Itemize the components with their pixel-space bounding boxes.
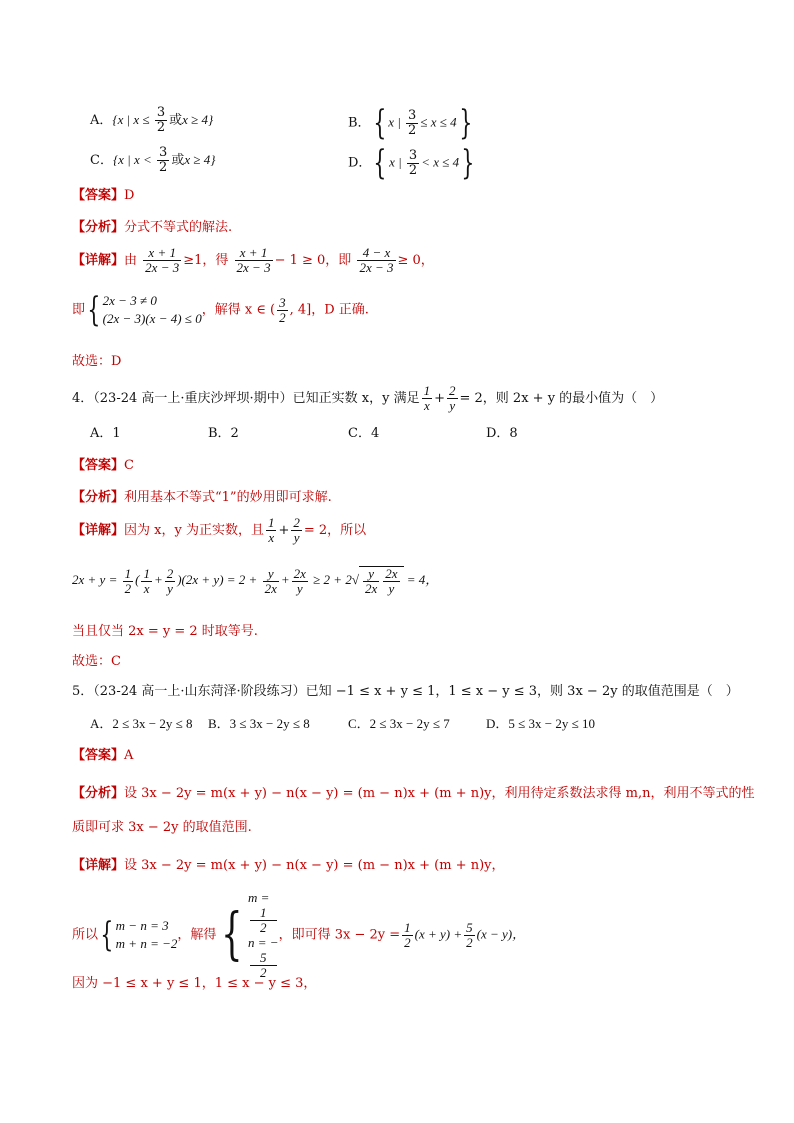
detail-text: = 2，所以 <box>303 523 367 538</box>
q4-stem <box>72 384 663 418</box>
denominator: y <box>388 581 395 596</box>
fraction <box>263 567 279 596</box>
system-row: m − n = 3 <box>115 918 169 933</box>
eq-part: )(2x + y) = 2 + <box>177 571 258 587</box>
q3-option-b <box>348 103 474 143</box>
numerator: 1 <box>250 906 277 921</box>
fraction <box>157 146 169 175</box>
left-brace: { <box>87 290 101 330</box>
eq-part: + <box>280 571 290 587</box>
denominator: 2 <box>279 309 286 325</box>
q3-options-row2 <box>90 143 710 183</box>
numerator: 3 <box>159 145 168 160</box>
q5-option-d: D．5 ≤ 3x − 2y ≤ 10 <box>486 716 595 731</box>
q3-detail-line2 <box>72 292 369 336</box>
right-brace: } <box>461 143 475 183</box>
answer-tag: 【答案】 <box>72 188 125 203</box>
fraction <box>291 516 302 545</box>
denominator: 2 <box>408 122 417 138</box>
q5-option-b: B．3 ≤ 3x − 2y ≤ 8 <box>208 716 310 731</box>
denominator: 2x − 3 <box>145 260 180 275</box>
analysis-text: 质即可求 3x − 2y 的取值范围. <box>72 820 252 835</box>
denominator: 2 <box>260 965 267 980</box>
fraction <box>165 567 176 596</box>
q4-option-c: C．4 <box>348 426 380 441</box>
answer-tag: 【答案】 <box>72 748 125 763</box>
denominator: 2 <box>124 580 132 596</box>
fraction <box>357 246 395 275</box>
solution-row <box>248 890 279 935</box>
option-math: x ≥ 4} <box>184 152 216 167</box>
detail-text: 设 3x − 2y = m(x + y) − n(x − y) = (m − n)x + (m + n)y， <box>124 858 505 873</box>
detail-tag: 【详解】 <box>72 858 125 873</box>
analysis-tag: 【分析】 <box>72 220 125 235</box>
q4-option-b: B．2 <box>208 426 239 441</box>
denominator: 2 <box>466 934 473 950</box>
q3-answer <box>72 186 134 206</box>
fraction <box>363 567 379 596</box>
fraction <box>407 149 419 178</box>
denominator: y <box>167 580 173 596</box>
detail-text: ，即可得 3x − 2y = <box>278 927 401 943</box>
option-math: x | <box>389 154 405 170</box>
numerator: 5 <box>250 951 277 966</box>
q3-option-c <box>90 146 215 175</box>
q5-answer <box>72 746 133 766</box>
numerator: 4 − x <box>357 246 395 261</box>
option-math: {x | x ≤ <box>112 112 153 127</box>
fraction <box>123 567 134 596</box>
eq-part: ≥ 2 + 2√ <box>313 571 359 587</box>
fraction <box>383 567 399 596</box>
denominator: 2x <box>264 580 277 596</box>
denominator: y <box>449 398 456 413</box>
fraction <box>464 921 475 950</box>
q4-equation <box>72 566 438 602</box>
numerator: 3 <box>408 107 417 123</box>
q3-analysis <box>72 218 232 238</box>
equation-system <box>116 917 178 953</box>
detail-tag: 【详解】 <box>72 253 125 268</box>
detail-text: D 正确. <box>324 302 369 318</box>
denominator: 2 <box>260 920 267 935</box>
denominator: 2 <box>404 934 411 950</box>
fraction <box>402 921 413 950</box>
q5-detail-line1 <box>72 856 504 876</box>
or-text: 或 <box>169 113 183 128</box>
numerator: 3 <box>408 147 418 163</box>
q4-options <box>90 424 710 444</box>
answer-value: D <box>124 188 135 203</box>
denominator: 2 <box>156 120 166 135</box>
numerator: 3 <box>156 105 166 120</box>
detail-text: , 4]， <box>289 302 325 318</box>
detail-text: ，解得 x ∈ ( <box>201 302 276 318</box>
left-brace: { <box>100 915 114 955</box>
option-math: {x | x < <box>112 152 156 167</box>
q4-analysis <box>72 488 332 508</box>
denominator: y <box>293 530 300 545</box>
choose-text: 故选：C <box>72 654 121 669</box>
q5-stem <box>72 682 739 702</box>
system-row: (2x − 3)(x − 4) ≤ 0 <box>102 311 202 326</box>
numerator: 1 <box>143 565 150 581</box>
option-math: x ≥ 4} <box>182 112 214 127</box>
q3-option-a <box>90 106 213 135</box>
q3-option-d <box>348 143 477 183</box>
fraction <box>406 109 418 138</box>
q3-choose <box>72 352 121 372</box>
numerator: x + 1 <box>235 246 273 261</box>
answer-tag: 【答案】 <box>72 458 125 473</box>
sol-text: n = − <box>248 935 279 950</box>
denominator: x <box>268 530 275 545</box>
system-row: 2x − 3 ≠ 0 <box>102 293 157 308</box>
note-text: 当且仅当 2x = y = 2 时取等号. <box>72 624 258 639</box>
denominator: x <box>423 398 430 413</box>
q4-answer <box>72 456 134 476</box>
option-label: B． <box>348 115 371 131</box>
detail-text: 即 <box>72 302 86 318</box>
q4-option-a: A．1 <box>90 426 121 441</box>
q3-detail-line1 <box>72 246 434 280</box>
or-text: 或 <box>171 153 185 168</box>
detail-text: 因为 x，y 为正实数，且 <box>124 523 264 538</box>
fraction <box>155 106 167 135</box>
numerator: 2x <box>293 565 306 581</box>
detail-text: ，解得 <box>177 927 217 943</box>
analysis-tag: 【分析】 <box>72 490 125 505</box>
analysis-text: 设 3x − 2y = m(x + y) − n(x − y) = (m − n)x + (m + n)y，利用待定系数法求得 m,n，利用不等式的性 <box>124 786 755 801</box>
option-label: C． <box>90 153 113 168</box>
numerator: 1 <box>124 565 132 581</box>
question-stem: 4．（23-24 高一上·重庆沙坪坝·期中）已知正实数 x，y 满足 <box>72 391 420 406</box>
fraction <box>266 516 277 545</box>
denominator: x <box>143 580 150 596</box>
detail-text: 所以 <box>72 927 99 943</box>
q4-detail-line1 <box>72 516 366 550</box>
square-root <box>359 566 404 596</box>
analysis-text: 分式不等式的解法. <box>124 220 233 235</box>
detail-text: 因为 −1 ≤ x + y ≤ 1，1 ≤ x − y ≤ 3， <box>72 976 317 991</box>
denominator: 2 <box>159 160 168 175</box>
analysis-tag: 【分析】 <box>72 786 125 801</box>
fraction <box>447 384 458 413</box>
plus-sign: + <box>434 391 445 406</box>
denominator: y <box>296 580 303 596</box>
solution-system <box>248 890 279 980</box>
option-math: ≤ x ≤ 4 <box>420 114 457 130</box>
eq-part: + <box>153 571 163 587</box>
fraction <box>422 384 433 413</box>
numerator: 2 <box>449 383 456 398</box>
q5-detail-line2 <box>72 890 526 980</box>
numerator: y <box>263 567 279 582</box>
eq-part: 2x + y = <box>72 571 118 587</box>
eq-part: (x − y)， <box>476 926 526 942</box>
detail-text: 由 <box>124 253 138 268</box>
numerator: y <box>363 567 379 582</box>
choose-text: 故选：D <box>72 354 122 369</box>
fraction <box>250 906 277 935</box>
q3-options-row1 <box>90 103 710 143</box>
fraction <box>235 246 273 275</box>
option-math: x | <box>388 114 405 130</box>
left-brace: { <box>372 103 386 143</box>
q4-equality-note <box>72 622 258 642</box>
numerator: 5 <box>466 919 473 935</box>
option-math: < x ≤ 4 <box>421 154 460 170</box>
q5-option-c: C．2 ≤ 3x − 2y ≤ 7 <box>348 716 450 731</box>
eq-part: (x + y) + <box>414 926 463 942</box>
question-stem: = 2，则 2x + y 的最小值为（ ） <box>459 391 664 406</box>
numerator: 1 <box>267 515 275 530</box>
detail-text: ≥1，得 <box>183 253 229 268</box>
numerator: 2x <box>385 566 398 581</box>
q4-option-d: D．8 <box>486 426 518 441</box>
q5-options <box>90 714 710 734</box>
fraction <box>292 567 308 596</box>
system-row: m + n = −2 <box>115 936 178 951</box>
numerator: 2 <box>166 565 174 581</box>
fraction <box>141 567 152 596</box>
plus-sign: + <box>278 523 290 538</box>
q5-option-a: A．2 ≤ 3x − 2y ≤ 8 <box>90 716 193 731</box>
q5-detail-line3 <box>72 974 316 994</box>
q5-analysis-line1 <box>72 784 754 804</box>
equation-system <box>103 292 202 328</box>
denominator: 2x − 3 <box>359 260 394 275</box>
detail-tag: 【详解】 <box>72 523 125 538</box>
denominator: 2 <box>408 162 418 178</box>
numerator: x + 1 <box>143 246 181 261</box>
denominator: 2x <box>364 581 378 596</box>
numerator: 1 <box>404 919 411 935</box>
eq-part: = 4， <box>406 571 439 587</box>
left-brace: { <box>373 143 387 183</box>
sol-text: m = <box>248 890 270 905</box>
answer-value: A <box>124 748 134 763</box>
right-brace: } <box>458 103 472 143</box>
analysis-text: 利用基本不等式“1”的妙用即可求解. <box>124 490 332 505</box>
eq-part: ( <box>135 571 140 587</box>
detail-text: − 1 ≥ 0，即 <box>274 253 352 268</box>
option-label: D． <box>348 155 372 171</box>
option-label: A． <box>90 113 113 128</box>
denominator: 2x − 3 <box>236 260 271 275</box>
q5-analysis-line2 <box>72 818 252 838</box>
q4-choose <box>72 652 121 672</box>
numerator: 3 <box>279 294 286 310</box>
question-stem: 5．（23-24 高一上·山东菏泽·阶段练习）已知 −1 ≤ x + y ≤ 1，1 ≤ x − y ≤ 3，则 3x − 2y 的取值范围是（ ） <box>72 684 739 699</box>
fraction <box>277 296 288 325</box>
answer-value: C <box>124 458 134 473</box>
left-brace: { <box>221 902 243 967</box>
detail-text: ≥ 0， <box>397 253 434 268</box>
fraction <box>143 246 181 275</box>
numerator: 2 <box>293 515 300 530</box>
numerator: 1 <box>423 383 431 398</box>
